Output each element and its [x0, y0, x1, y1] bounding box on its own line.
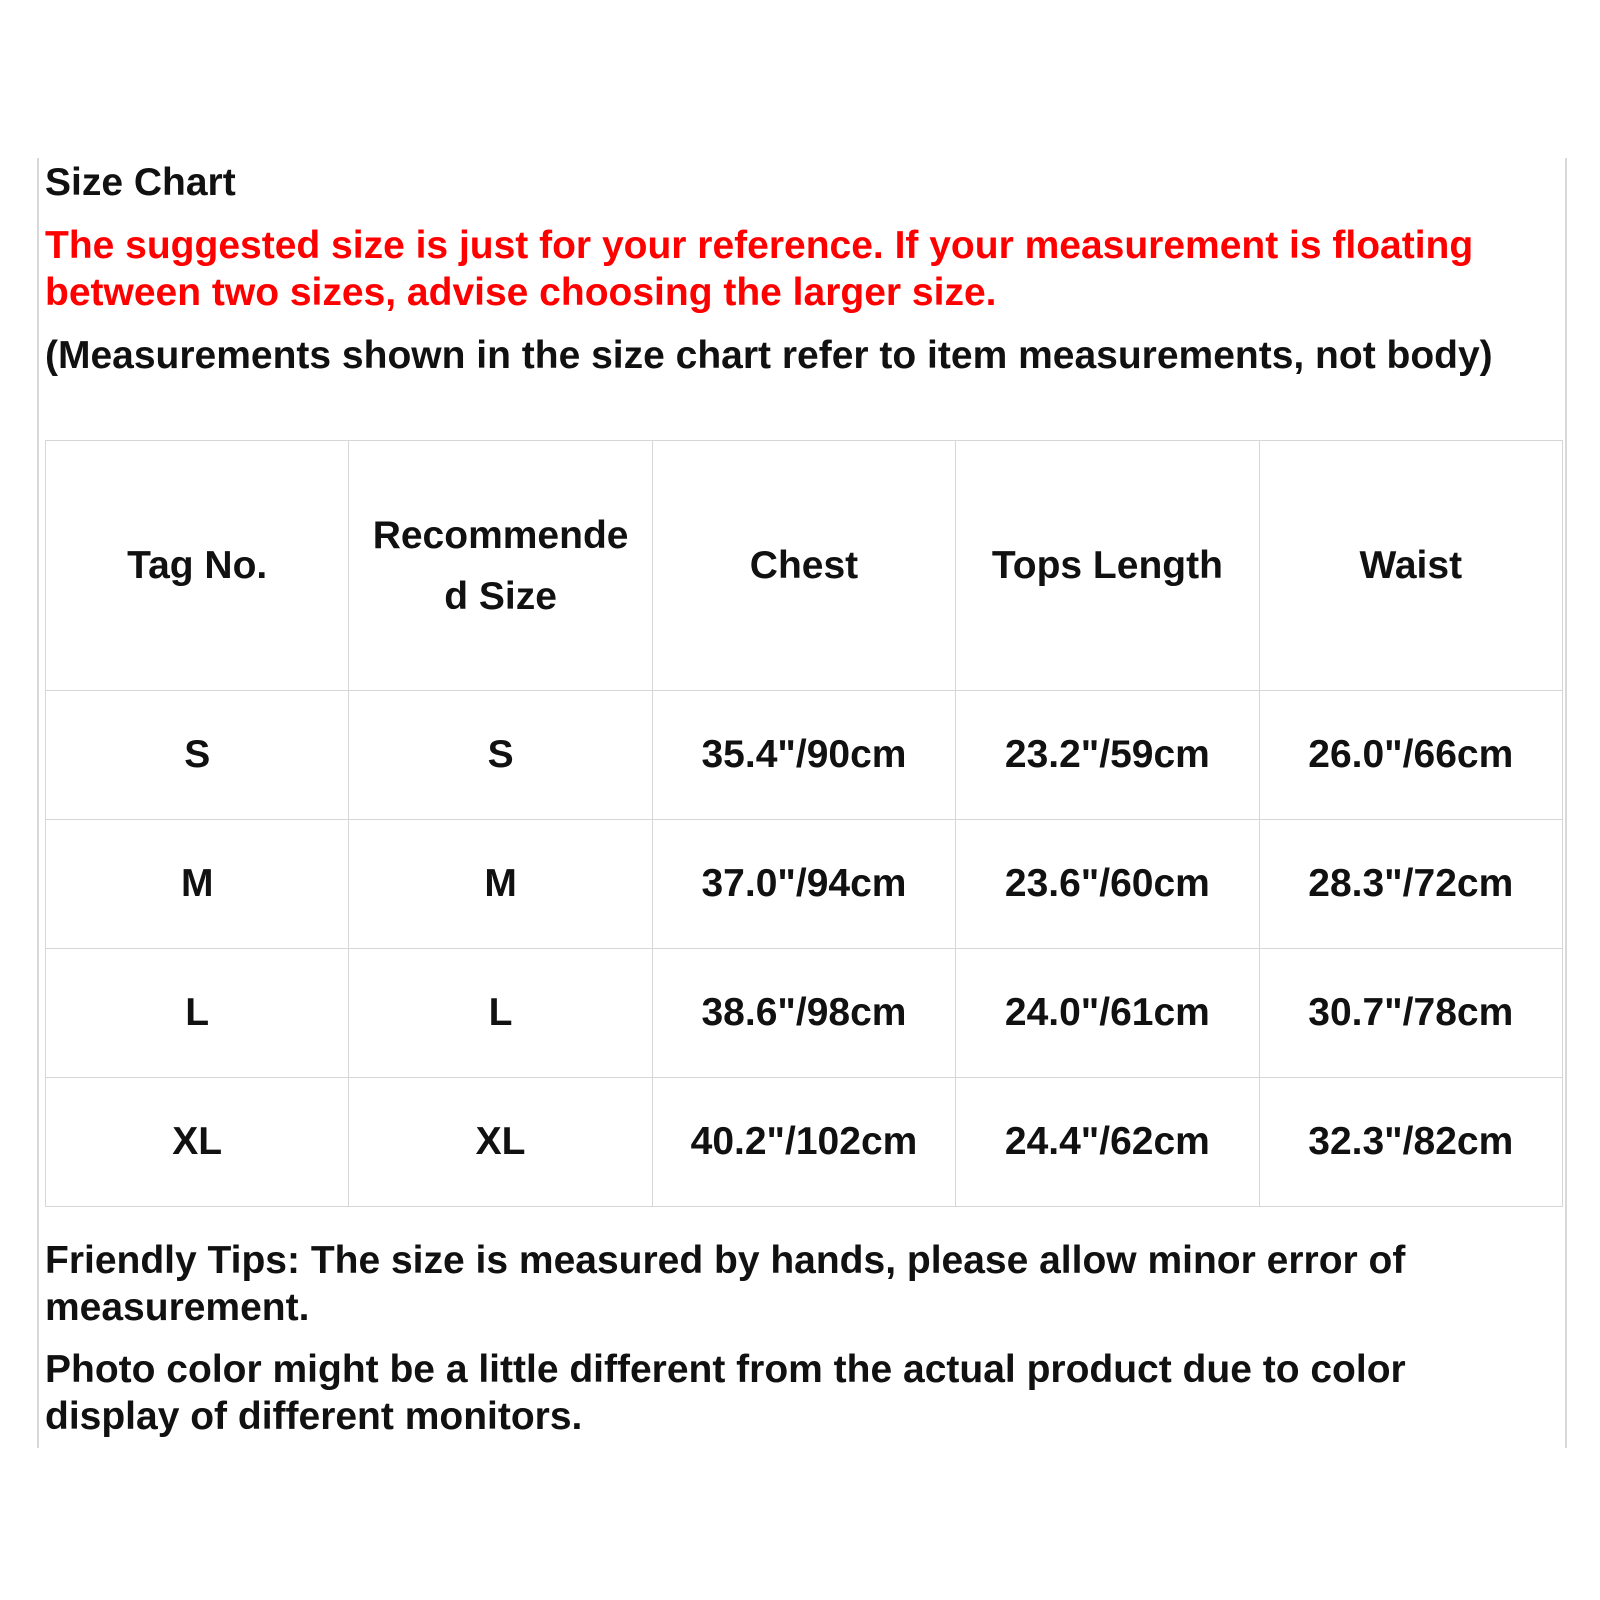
cell-waist: 32.3"/82cm — [1259, 1078, 1562, 1207]
measurement-note: (Measurements shown in the size chart refer to item measurements, not body) — [45, 334, 1493, 377]
cell-waist: 30.7"/78cm — [1259, 949, 1562, 1078]
cell-chest: 35.4"/90cm — [652, 691, 955, 820]
header-tops-length: Tops Length — [956, 441, 1259, 691]
table-row — [46, 820, 1563, 949]
header-recommended-size-label: Recommended Size — [372, 513, 629, 618]
table-row — [46, 691, 1563, 820]
cell-recommended-size: L — [349, 949, 652, 1078]
cell-chest: 38.6"/98cm — [652, 949, 955, 1078]
header-waist: Waist — [1259, 441, 1562, 691]
cell-waist: 28.3"/72cm — [1259, 820, 1562, 949]
header-recommended-size — [349, 441, 652, 691]
header-tag-no: Tag No. — [46, 441, 349, 691]
header-chest: Chest — [652, 441, 955, 691]
size-table — [45, 440, 1563, 1207]
cell-tag-no: L — [46, 949, 349, 1078]
photo-color-note: Photo color might be a little different from the actual product due to color display of different monitors. — [45, 1348, 1406, 1438]
friendly-tips: Friendly Tips: The size is measured by hands, please allow minor error of measurement. — [45, 1239, 1406, 1329]
cell-tops-length: 23.6"/60cm — [956, 820, 1259, 949]
cell-tag-no: S — [46, 691, 349, 820]
cell-chest: 40.2"/102cm — [652, 1078, 955, 1207]
cell-waist: 26.0"/66cm — [1259, 691, 1562, 820]
cell-recommended-size: S — [349, 691, 652, 820]
cell-recommended-size: M — [349, 820, 652, 949]
cell-recommended-size: XL — [349, 1078, 652, 1207]
cell-tops-length: 24.4"/62cm — [956, 1078, 1259, 1207]
table-row — [46, 1078, 1563, 1207]
table-row — [46, 949, 1563, 1078]
cell-chest: 37.0"/94cm — [652, 820, 955, 949]
page-title: Size Chart — [45, 161, 236, 204]
cell-tops-length: 23.2"/59cm — [956, 691, 1259, 820]
size-notice: The suggested size is just for your reference. If your measurement is floating between two sizes, advise choosing the larger size. — [45, 224, 1474, 314]
cell-tops-length: 24.0"/61cm — [956, 949, 1259, 1078]
cell-tag-no: M — [46, 820, 349, 949]
table-header-row — [46, 441, 1563, 691]
cell-tag-no: XL — [46, 1078, 349, 1207]
